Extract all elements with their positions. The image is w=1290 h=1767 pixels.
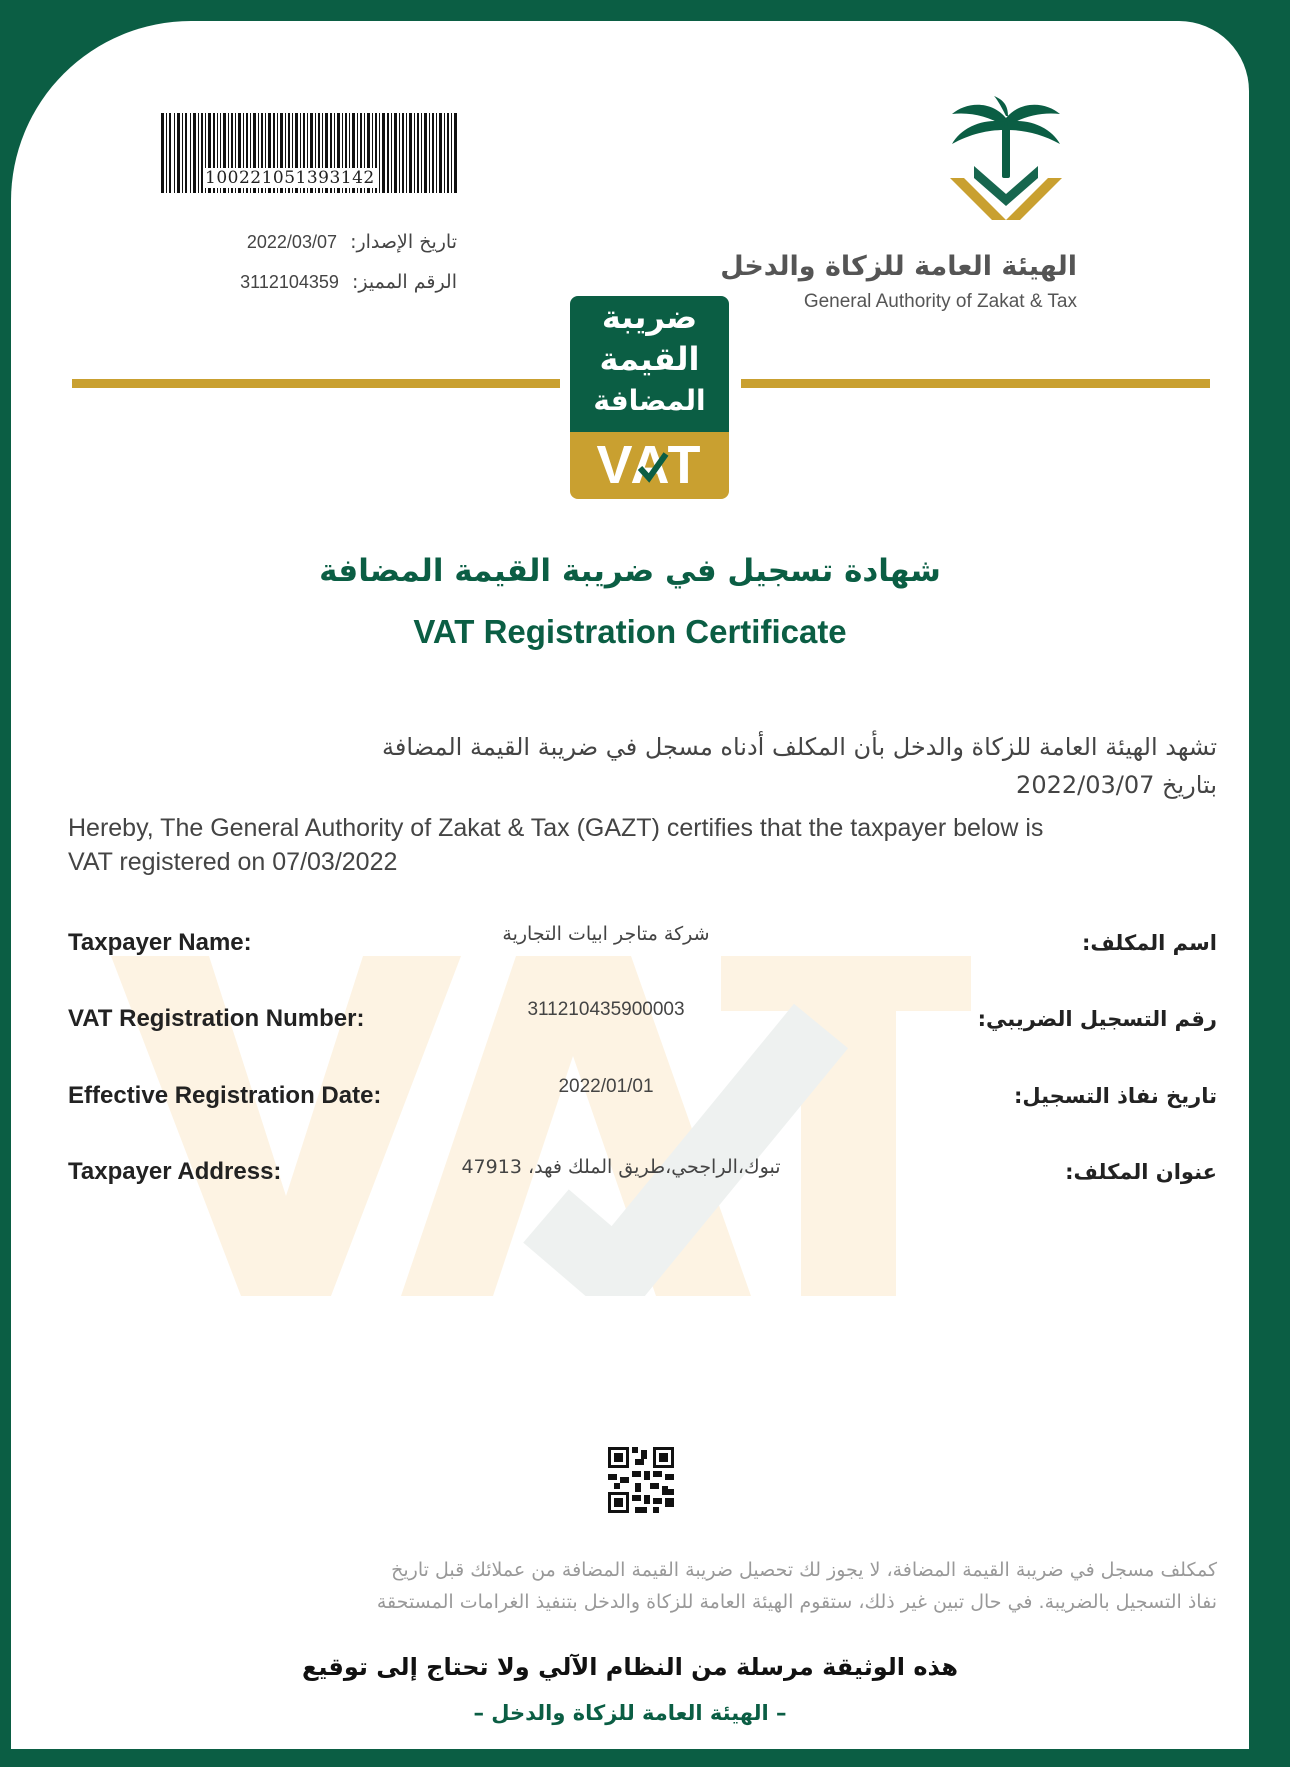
vat-logo-green-block bbox=[570, 296, 729, 432]
vat-logo-badge: VAT bbox=[596, 435, 703, 495]
vat-logo-gold-block bbox=[570, 432, 729, 499]
detail-row-taxpayer-name bbox=[11, 923, 1249, 963]
authority-signature: – الهيئة العامة للزكاة والدخل – bbox=[473, 1701, 787, 1725]
detail-label-ar: تاريخ نفاذ التسجيل: bbox=[1013, 1084, 1217, 1108]
org-name-ar: الهيئة العامة للزكاة والدخل bbox=[720, 251, 1077, 282]
title-ar: شهادة تسجيل في ضريبة القيمة المضافة bbox=[319, 553, 941, 589]
detail-label-en: Taxpayer Address: bbox=[68, 1158, 282, 1185]
barcode bbox=[161, 113, 457, 193]
certificate-sheet bbox=[11, 21, 1249, 1749]
statement-ar-line2: بتاريخ 2022/03/07 bbox=[1016, 771, 1217, 799]
detail-row-vat-number bbox=[11, 999, 1249, 1039]
org-name-en: General Authority of Zakat & Tax bbox=[803, 291, 1077, 312]
detail-row-effective-date bbox=[11, 1076, 1249, 1116]
statement-en-line1: Hereby, The General Authority of Zakat & Tax (GAZT) certifies that the taxpayer below is bbox=[68, 814, 1044, 842]
vat-logo-line2: القيمة bbox=[599, 340, 700, 378]
detail-label-ar: اسم المكلف: bbox=[1082, 931, 1217, 955]
vat-logo-line1: ضريبة bbox=[601, 298, 698, 336]
checkmark-icon bbox=[636, 450, 670, 484]
statement-ar-line1: تشهد الهيئة العامة للزكاة والدخل بأن المكلف أدناه مسجل في ضريبة القيمة المضافة bbox=[382, 733, 1217, 761]
distinct-number-value: 3112104359 bbox=[240, 272, 339, 292]
detail-label-en: Taxpayer Name: bbox=[68, 929, 252, 956]
issue-date-row bbox=[247, 231, 457, 253]
detail-value: شركة متاجر ابيات التجارية bbox=[502, 923, 710, 945]
detail-label-en: VAT Registration Number: bbox=[68, 1005, 365, 1032]
vat-logo-line3: المضافة bbox=[593, 384, 706, 417]
detail-value: تبوك،الراجحي،طريق الملك فهد، 47913 bbox=[461, 1156, 781, 1178]
barcode-number: 100221051393142 bbox=[205, 168, 375, 188]
footer-note-line2: نفاذ التسجيل بالضريبة. في حال تبين غير ذلك، ستقوم الهيئة العامة للزكاة والدخل بتنفيذ الغرامات المستحقة bbox=[376, 1591, 1217, 1613]
palm-swords-logo-icon bbox=[946, 96, 1066, 226]
qr-code-icon bbox=[608, 1447, 674, 1513]
detail-value: 311210435900003 bbox=[527, 999, 685, 1020]
issue-date-value: 2022/03/07 bbox=[246, 232, 337, 252]
detail-row-address bbox=[11, 1152, 1249, 1192]
distinct-number-row bbox=[240, 271, 457, 293]
divider-right bbox=[741, 379, 1210, 388]
statement-en-line2: VAT registered on 07/03/2022 bbox=[68, 848, 398, 876]
divider-left bbox=[72, 379, 560, 388]
distinct-number-label: الرقم المميز: bbox=[352, 271, 457, 293]
detail-label-ar: رقم التسجيل الضريبي: bbox=[977, 1007, 1217, 1031]
vat-logo-icon bbox=[570, 296, 729, 499]
detail-label-en: Effective Registration Date: bbox=[68, 1082, 382, 1109]
footer-note-line1: كمكلف مسجل في ضريبة القيمة المضافة، لا يجوز لك تحصيل ضريبة القيمة المضافة من عملائك قبل تاريخ bbox=[391, 1559, 1217, 1581]
detail-label-ar: عنوان المكلف: bbox=[1065, 1160, 1217, 1184]
detail-value: 2022/01/01 bbox=[558, 1076, 654, 1097]
issue-date-label: تاريخ الإصدار: bbox=[350, 231, 457, 253]
auto-document-notice: هذه الوثيقة مرسلة من النظام الآلي ولا تحتاج إلى توقيع bbox=[301, 1653, 959, 1681]
title-en: VAT Registration Certificate bbox=[413, 613, 847, 650]
